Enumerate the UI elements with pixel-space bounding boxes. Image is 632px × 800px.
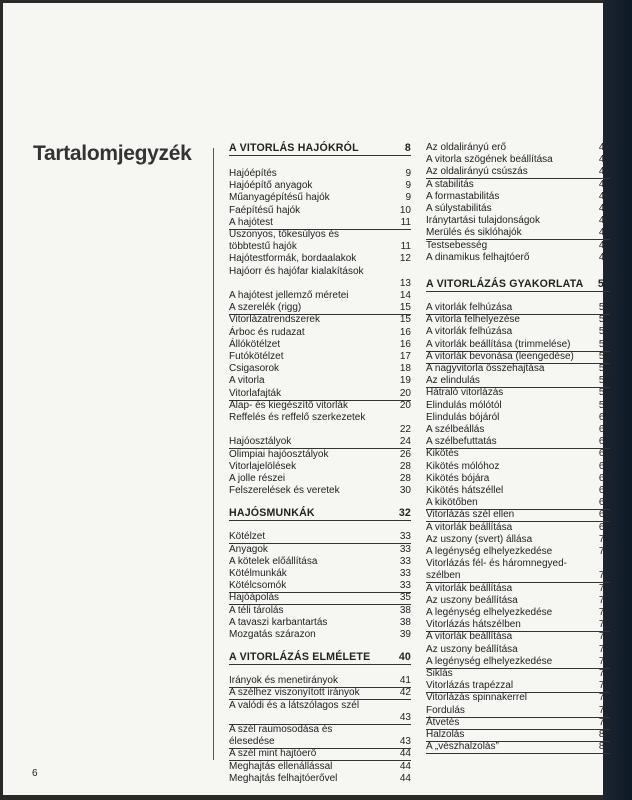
toc-entry-title: A „vészhalzolás” [426,741,499,753]
toc-entry[interactable] [426,656,610,669]
toc-entry[interactable] [426,314,610,326]
toc-entry-title: A vitorla szögének beállítása [426,154,553,166]
toc-entry-title: Uszonyos, tőkesúlyos és többtestű hajók [229,229,340,252]
toc-entry[interactable] [229,375,411,387]
page-title: Tartalomjegyzék [33,142,192,165]
toc-entry-page: 10 [399,204,411,216]
toc-entry-page: 9 [405,168,411,179]
toc-entry[interactable] [229,302,411,315]
toc-entry[interactable] [229,400,411,412]
toc-entry[interactable] [229,544,411,556]
toc-entry[interactable] [426,179,610,191]
toc-entry-page: 11 [400,241,411,252]
section-heading[interactable] [229,651,411,663]
toc-entry[interactable] [229,327,411,339]
toc-entry-page: 19 [399,375,411,387]
toc-entry-page: 55 [598,350,610,362]
toc-entry[interactable] [426,741,610,754]
toc-entry[interactable] [426,558,610,583]
section-heading-page: 8 [404,142,411,154]
toc-entry-title: Hajóépítő anyagok [229,180,313,192]
section-heading[interactable] [229,507,411,519]
toc-entry[interactable] [229,617,411,629]
toc-entry[interactable] [229,773,411,785]
toc-entry-page: 80 [598,729,610,740]
toc-entry[interactable] [229,449,411,461]
toc-entry-title: Vitorlázás spinnakerrel [426,692,527,704]
toc-entry-title: Irányok és menetirányok [229,675,338,687]
toc-entry-title: Reffelés és reffelő szerkezetek [229,412,366,423]
toc-entry-title: A súlystabilitás [426,203,492,214]
toc-entry-title: A szél mint hajtóerő [229,748,317,760]
section-underline [229,664,411,665]
toc-entry-title: A jolle részei [229,473,286,484]
section-heading-title: HAJÓSMUNKÁK [229,507,315,520]
toc-entry-page: 68 [598,521,610,533]
toc-entry-page: 20 [399,387,411,399]
toc-entry-title: A dinamikus felhajtóerő [426,251,530,263]
section-heading-page: 32 [398,507,411,520]
toc-entry-page: 82 [598,741,610,753]
section-heading-page: 51 [597,278,610,290]
toc-entry[interactable] [229,485,411,497]
toc-entry-title: A szerelék (rigg) [229,302,302,314]
toc-entry-title: Az elindulás [426,375,480,387]
toc-entry-page: 74 [598,680,610,692]
toc-entry-page: 43 [399,736,411,747]
toc-entry[interactable] [426,436,610,449]
toc-entry-title: Vitorlázás hátszélben [426,619,521,631]
toc-entry-page: 72 [598,607,610,618]
toc-entry[interactable] [426,461,610,473]
toc-entry-page: 42 [399,687,411,699]
toc-entry-page: 62 [598,460,610,472]
section-heading-page: 40 [398,651,411,664]
toc-entry-page: 38 [399,604,411,616]
toc-entry[interactable] [426,387,610,399]
toc-entry[interactable] [229,761,411,773]
toc-entry-page: 66 [598,485,610,496]
toc-entry-title: Kötélmunkák [229,568,287,579]
toc-entry[interactable] [229,229,411,253]
page-number: 6 [32,768,38,779]
toc-entry[interactable] [229,629,411,641]
toc-entry[interactable] [426,607,610,619]
toc-entry[interactable] [426,668,610,680]
toc-entry[interactable] [426,729,610,742]
toc-entry-title: Hajóépítés [229,168,277,179]
toc-entry-title: Árboc és rudazat [229,326,305,338]
toc-entry-title: A vitorlák beállítása [426,521,513,533]
toc-entry[interactable] [426,705,610,718]
toc-entry-title: A szél raumosodása és élesedése [229,724,333,747]
toc-entry-title: A szélbefuttatás [426,436,497,448]
toc-entry-page: 15 [399,314,411,326]
toc-entry[interactable] [426,424,610,436]
toc-entry[interactable] [229,168,411,180]
toc-entry-title: A vitorla felhelyezése [426,314,520,326]
section-heading-title: A VITORLÁZÁS ELMÉLETE [229,651,371,664]
toc-entry[interactable] [229,700,411,725]
toc-entry[interactable] [426,400,610,412]
toc-entry-page: 9 [405,180,411,192]
toc-entry-title: A nagyvitorla összehajtása [426,363,545,374]
toc-entry-page: 53 [598,326,610,338]
section-underline [426,291,610,292]
toc-entry[interactable] [229,339,411,351]
toc-entry-title: Testsebesség [426,239,488,251]
toc-entry-page: 72 [598,631,610,643]
toc-entry-page: 22 [399,424,411,435]
toc-entry-page: 20 [399,399,411,411]
toc-entry-title: A vitorlák felhúzása [426,302,513,313]
toc-entry-title: A téli tárolás [229,604,284,616]
toc-entry[interactable] [426,473,610,485]
toc-entry-page: 26 [399,448,411,460]
toc-entry-title: Kikötés mólóhoz [426,460,500,472]
toc-entry[interactable] [426,363,610,375]
toc-entry-title: Hátraló vitorlázás [426,387,504,399]
toc-entry-page: 45 [598,142,610,153]
toc-entry-page: 60 [598,411,610,423]
toc-entry-title: Alap- és kiegészítő vitorlák [229,399,348,411]
toc-entry-page: 70 [598,533,610,545]
toc-entry-title: Az uszony beállítása [426,594,518,606]
section-heading-title: A VITORLÁS HAJÓKRÓL [229,142,359,154]
toc-entry[interactable] [426,302,610,315]
toc-entry-title: Felszerelések és veretek [229,485,340,497]
toc-entry[interactable] [426,203,610,215]
toc-entry[interactable] [229,314,411,326]
toc-entry-page: 35 [399,592,411,604]
toc-entry-page: 73 [598,643,610,655]
toc-entry[interactable] [229,253,411,265]
toc-entry-title: Kötélcsomók [229,580,287,592]
toc-entry[interactable] [426,644,610,656]
toc-entry-title: A vitorlák bevonása (leengedése) [426,350,574,362]
toc-entry-page: 62 [598,448,610,460]
toc-entry[interactable] [426,680,610,693]
toc-entry-page: 30 [399,485,411,497]
toc-entry-title: Halzolás [426,729,465,740]
toc-entry[interactable] [229,675,411,688]
toc-entry[interactable] [229,363,411,375]
toc-entry[interactable] [229,461,411,473]
toc-entry[interactable] [229,531,411,544]
toc-entry-page: 39 [399,629,411,640]
toc-entry-title: A szélhez viszonyított irányok [229,687,360,699]
toc-entry-title: Futókötélzet [229,351,284,362]
toc-entry-page: 73 [598,655,610,667]
toc-entry-page: 61 [598,424,610,435]
toc-entry-title: Állókötélzet [229,338,281,350]
toc-entry[interactable] [229,473,411,485]
toc-entry[interactable] [426,412,610,424]
toc-entry[interactable] [229,192,411,204]
toc-entry-title: Anyagok [229,543,268,555]
toc-entry-page: 11 [400,216,411,228]
toc-entry-title: Hajóorr és hajófar kialakítások [229,265,364,277]
toc-entry[interactable] [229,580,411,593]
toc-entry-title: Vitorlajelölések [229,460,297,472]
toc-entry-page: 44 [399,760,411,772]
toc-entry[interactable] [426,339,610,352]
toc-entry[interactable] [426,142,610,154]
toc-entry-page: 52 [598,302,610,313]
toc-entry-page: 47 [598,203,610,214]
toc-entry-page: 48 [598,215,610,227]
toc-entry[interactable] [426,240,610,252]
toc-entry-page: 64 [598,472,610,484]
toc-entry-title: Fordulás [426,704,465,716]
toc-entry-page: 43 [399,711,411,723]
toc-entry-title: Az uszony beállítása [426,643,518,655]
toc-entry-page: 18 [399,363,411,375]
toc-entry-page: 75 [598,704,610,716]
toc-entry-page: 73 [598,668,610,679]
toc-entry[interactable] [229,592,411,605]
toc-entry-title: Elindulás bójáról [426,411,500,423]
toc-entry-title: Hajótestformák, bordaalakok [229,253,357,265]
toc-entry-page: 14 [399,290,411,301]
toc-entry-title: A tavaszi karbantartás [229,616,328,628]
toc-entry[interactable] [426,351,610,364]
toc-entry-page: 33 [399,568,411,579]
toc-entry-page: 38 [399,616,411,628]
toc-entry-title: A legénység elhelyezkedése [426,655,553,667]
toc-entry-page: 46 [598,166,610,178]
toc-entry-title: Merülés és siklóhajók [426,227,522,239]
toc-entry[interactable] [229,724,411,749]
toc-entry-page: 33 [399,580,411,592]
toc-entry-title: A vitorlák beállítása [426,582,513,594]
toc-entry[interactable] [229,266,411,290]
toc-entry-page: 16 [399,326,411,338]
toc-entry[interactable] [229,412,411,436]
toc-entry-title: A hajótest [229,216,273,228]
toc-entry[interactable] [229,556,411,568]
toc-entry[interactable] [426,631,610,643]
toc-entry[interactable] [426,509,610,522]
toc-entry-title: Vitorlázás trapézzal [426,680,514,692]
toc-entry-page: 71 [598,570,610,582]
toc-entry[interactable] [426,692,610,704]
toc-entry-page: 58 [598,375,610,387]
toc-entry[interactable] [426,252,610,264]
toc-entry-title: A szélbeállás [426,424,485,435]
section-heading[interactable] [426,278,610,290]
section-underline [229,520,411,521]
toc-entry-title: Elindulás mólótól [426,399,502,411]
toc-entry-page: 28 [399,460,411,472]
toc-entry-title: Hajóosztályok [229,436,292,448]
toc-entry-title: Az oldalirányú erő [426,142,507,153]
toc-entry-page: 52 [598,314,610,326]
toc-entry-page: 72 [598,619,610,631]
toc-entry-title: Az uszony (svert) állása [426,533,533,545]
toc-entry-page: 53 [598,338,610,350]
toc-entry-page: 45 [598,154,610,166]
toc-entry-page: 24 [399,436,411,448]
toc-entry-title: Olimpiai hajóosztályok [229,448,329,460]
page [3,3,610,795]
toc-entry[interactable] [426,448,610,460]
toc-entry[interactable] [426,166,610,179]
toc-entry[interactable] [229,748,411,761]
toc-entry-page: 49 [598,251,610,263]
toc-entry[interactable] [229,436,411,449]
toc-entry[interactable] [229,388,411,401]
toc-entry-title: Iránytartási tulajdonságok [426,215,540,227]
toc-entry[interactable] [426,375,610,388]
toc-entry-page: 71 [598,582,610,594]
toc-entry[interactable] [426,326,610,338]
toc-entry[interactable] [229,568,411,580]
toc-entry-page: 72 [598,594,610,606]
toc-entry-page: 16 [399,338,411,350]
toc-entry-title: A vitorlák felhúzása [426,326,513,338]
toc-entry-title: Átvetés [426,716,460,728]
toc-entry-title: Mozgatás szárazon [229,629,316,640]
toc-entry-title: Meghajtás ellenállással [229,760,333,772]
toc-entry-title: A valódi és a látszólagos szél [229,699,360,711]
toc-entry-page: 58 [598,399,610,411]
toc-entry-page: 28 [399,473,411,484]
toc-entry-page: 46 [598,178,610,190]
toc-entry-title: A stabilitás [426,178,474,190]
toc-entry-title: A hajótest jellemző méretei [229,290,349,301]
toc-entry-page: 46 [598,190,610,202]
toc-entry-page: 15 [399,302,411,314]
toc-entry[interactable] [426,227,610,240]
toc-entry[interactable] [229,205,411,217]
toc-entry-title: A kikötőben [426,497,478,509]
toc-entry-page: 17 [399,351,411,362]
toc-entry-title: Kötélzet [229,531,266,543]
toc-entry-page: 67 [598,497,610,509]
toc-entry-title: A vitorlák beállítása (trimmelése) [426,338,571,350]
toc-entry-page: 12 [399,253,411,265]
toc-entry-page: 13 [399,277,411,289]
toc-entry-title: Kikötés bójára [426,472,490,484]
toc-entry-title: A vitorlák beállítása [426,631,513,643]
toc-entry-page: 33 [399,555,411,567]
toc-entry-page: 78 [598,716,610,728]
toc-entry[interactable] [426,485,610,497]
toc-entry[interactable] [426,619,610,632]
toc-entry-page: 74 [598,692,610,704]
toc-entry[interactable] [229,687,411,700]
toc-entry[interactable] [426,497,610,510]
toc-entry-title: Kikötés [426,448,459,460]
toc-entry-title: Vitorlázatrendszerek [229,314,320,326]
toc-entry-page: 61 [598,436,610,448]
toc-entry-page: 58 [598,387,610,399]
toc-entry-title: A kötelek előállítása [229,555,318,567]
toc-entry[interactable] [426,717,610,730]
toc-entry[interactable] [426,583,610,595]
toc-entry-page: 9 [405,192,411,204]
toc-entry-page: 71 [598,546,610,557]
toc-entry[interactable] [229,180,411,192]
toc-entry-title: Vitorlázás fél- és háromnegyed-szélben [426,558,567,582]
toc-entry-title: Csigasorok [229,363,280,375]
toc-entry[interactable] [426,534,610,546]
toc-entry-title: Faépítésű hajók [229,204,301,216]
toc-entry-title: Vitorlafajták [229,387,282,399]
toc-entry-page: 49 [598,239,610,251]
toc-entry[interactable] [426,595,610,607]
toc-entry[interactable] [229,605,411,617]
toc-entry[interactable] [426,546,610,558]
toc-entry-page: 44 [399,748,411,760]
toc-entry-title: Az oldalirányú csúszás [426,166,528,178]
toc-entry-title: Vitorlázás szél ellen [426,509,515,521]
toc-entry-page: 33 [399,531,411,543]
toc-entry-title: A legénység elhelyezkedése [426,607,553,618]
toc-entry-title: Kikötés hátszéllel [426,485,504,496]
toc-entry-page: 44 [399,772,411,784]
toc-entry-title: Meghajtás felhajtóerővel [229,772,338,784]
toc-entry[interactable] [229,351,411,363]
toc-entry-title: Siklás [426,668,453,679]
section-heading-title: A VITORLÁZÁS GYAKORLATA [426,278,584,290]
toc-entry-title: A formastabilitás [426,190,500,202]
toc-entry[interactable] [426,215,610,227]
toc-entry-page: 41 [399,675,411,687]
section-heading[interactable] [229,142,411,154]
toc-entry-page: 68 [598,509,610,521]
toc-entry-title: Műanyagépítésű hajók [229,192,330,204]
toc-entry[interactable] [229,290,411,302]
toc-entry-title: A vitorla [229,375,265,387]
toc-entry[interactable] [426,191,610,203]
toc-entry-page: 57 [598,363,610,374]
toc-entry-title: A legénység elhelyezkedése [426,546,553,557]
column-divider [213,148,214,760]
toc-entry-title: Hajóápolás [229,592,280,604]
section-underline [229,155,411,156]
toc-entry-page: 49 [598,227,610,239]
toc-entry[interactable] [426,154,610,166]
toc-entry[interactable] [229,217,411,230]
toc-entry-page: 33 [399,543,411,555]
toc-entry[interactable] [426,522,610,534]
